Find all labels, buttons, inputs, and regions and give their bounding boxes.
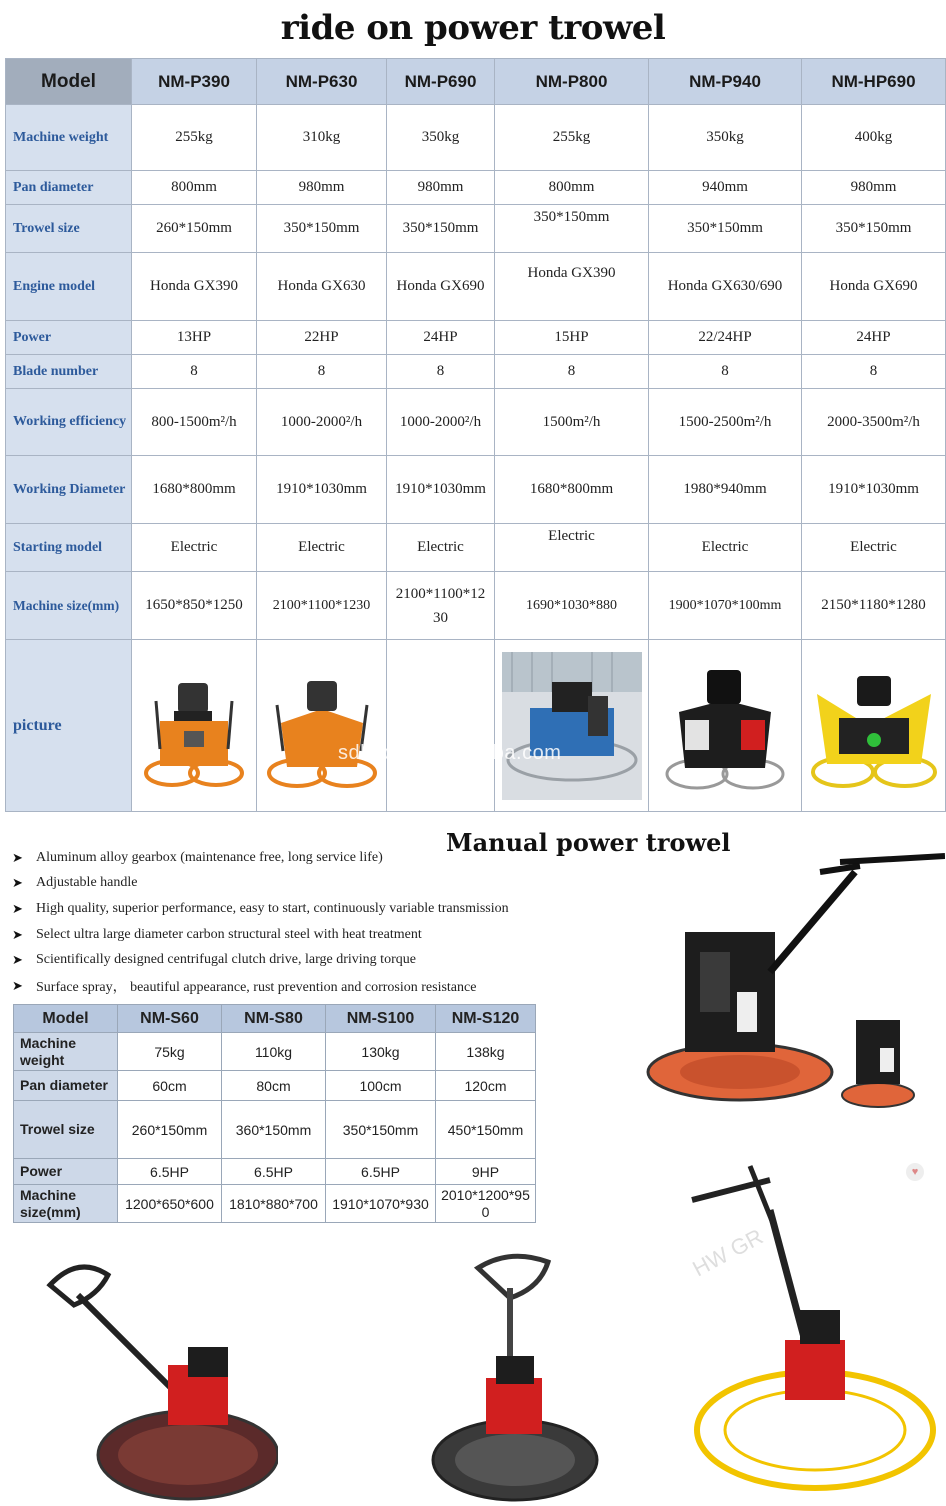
table-cell: 360*150mm — [222, 1101, 326, 1159]
table-cell: 350*150mm — [495, 205, 649, 253]
table-cell: 8 — [649, 355, 802, 389]
table-cell: Electric — [387, 524, 495, 572]
table-cell: Honda GX390 — [132, 253, 257, 321]
table-cell: 1910*1070*930 — [326, 1185, 436, 1223]
model-name: NM-P940 — [649, 59, 802, 105]
ride-on-spec-table — [5, 58, 946, 812]
table-cell: 260*150mm — [132, 205, 257, 253]
table-cell: 800-1500m²/h — [132, 389, 257, 456]
row-label: Machine size(mm) — [6, 572, 132, 640]
table-cell: 138kg — [436, 1033, 536, 1071]
arrow-bullet-icon: ➤ — [12, 849, 23, 865]
arrow-bullet-icon: ➤ — [12, 952, 23, 968]
table-cell: Honda GX630/690 — [649, 253, 802, 321]
model-name: NM-P690 — [387, 59, 495, 105]
manual-title: Manual power trowel — [446, 828, 731, 857]
table-cell: 350*150mm — [387, 205, 495, 253]
model-name: NM-S60 — [118, 1005, 222, 1033]
table-cell: Honda GX630 — [257, 253, 387, 321]
ride-on-trowel-orange-image — [267, 661, 377, 791]
table-row — [14, 1101, 536, 1159]
table-cell: 1910*1030mm — [257, 456, 387, 524]
row-label: Machine weight — [6, 105, 132, 171]
picture-cell — [495, 640, 649, 812]
table-cell: 350kg — [649, 105, 802, 171]
table-cell: 310kg — [257, 105, 387, 171]
table-cell: 22HP — [257, 321, 387, 355]
row-label: Working efficiency — [6, 389, 132, 456]
table-cell: 980mm — [257, 171, 387, 205]
ride-on-trowel-black-image — [665, 656, 785, 796]
manual-trowel-yellow-image — [690, 1160, 940, 1506]
picture-cell — [387, 640, 495, 812]
model-name: NM-P630 — [257, 59, 387, 105]
table-cell: 6.5HP — [326, 1159, 436, 1185]
table-cell: 2000-3500m²/h — [802, 389, 946, 456]
table-cell: Honda GX690 — [387, 253, 495, 321]
table-cell: 1680*800mm — [495, 456, 649, 524]
table-row — [6, 105, 946, 171]
model-header: Model — [6, 59, 132, 105]
row-label: Power — [14, 1159, 118, 1185]
table-cell: 1000-2000²/h — [387, 389, 495, 456]
picture-row — [6, 640, 946, 812]
row-label: Blade number — [6, 355, 132, 389]
table-cell: 1650*850*1250 — [132, 572, 257, 640]
arrow-bullet-icon: ➤ — [12, 926, 23, 942]
row-label: Pan diameter — [6, 171, 132, 205]
table-cell: 260*150mm — [118, 1101, 222, 1159]
table-cell: 80cm — [222, 1071, 326, 1101]
table-cell: 75kg — [118, 1033, 222, 1071]
row-label: Power — [6, 321, 132, 355]
table-cell: 8 — [257, 355, 387, 389]
table-cell: 2100*1100*1230 — [257, 572, 387, 640]
heart-icon[interactable]: ♥ — [906, 1163, 924, 1181]
header-row — [6, 59, 946, 105]
table-row — [6, 572, 946, 640]
ride-on-trowel-yellow-image — [809, 656, 939, 796]
table-cell: 1000-2000²/h — [257, 389, 387, 456]
model-name: NM-HP690 — [802, 59, 946, 105]
row-label: Working Diameter — [6, 456, 132, 524]
table-cell: 120cm — [436, 1071, 536, 1101]
watermark: sdhuote.en.alibaba.com — [338, 742, 562, 764]
table-cell: Electric — [495, 524, 649, 572]
table-cell: 60cm — [118, 1071, 222, 1101]
picture-cell — [649, 640, 802, 812]
table-cell: 1680*800mm — [132, 456, 257, 524]
table-cell: 8 — [132, 355, 257, 389]
model-name: NM-S100 — [326, 1005, 436, 1033]
table-cell: 130kg — [326, 1033, 436, 1071]
table-cell: Honda GX690 — [802, 253, 946, 321]
table-cell: 2100*1100*1230 — [387, 572, 495, 640]
arrow-bullet-icon: ➤ — [12, 875, 23, 891]
row-label: picture — [6, 640, 132, 812]
table-cell: 15HP — [495, 321, 649, 355]
table-cell: 13HP — [132, 321, 257, 355]
ride-on-trowel-blue-image — [502, 652, 642, 800]
table-cell: 940mm — [649, 171, 802, 205]
table-cell: 350*150mm — [649, 205, 802, 253]
table-cell: 980mm — [387, 171, 495, 205]
table-cell: 255kg — [132, 105, 257, 171]
table-row — [6, 456, 946, 524]
table-cell: 450*150mm — [436, 1101, 536, 1159]
table-cell: 980mm — [802, 171, 946, 205]
model-name: NM-S120 — [436, 1005, 536, 1033]
table-cell: 1900*1070*100mm — [649, 572, 802, 640]
table-cell: 400kg — [802, 105, 946, 171]
table-cell: Electric — [649, 524, 802, 572]
table-cell: 1910*1030mm — [387, 456, 495, 524]
list-item: ➤ Surface spray， beautiful appearance, rust prevention and corrosion resistance — [12, 977, 477, 995]
manual-trowel-grey-image — [430, 1248, 610, 1506]
feature-list — [12, 845, 509, 999]
list-item: ➤ Adjustable handle — [12, 875, 138, 891]
row-label: Trowel size — [6, 205, 132, 253]
table-cell: 1690*1030*880 — [495, 572, 649, 640]
row-label: Trowel size — [14, 1101, 118, 1159]
table-cell: 110kg — [222, 1033, 326, 1071]
picture-cell — [132, 640, 257, 812]
table-row — [6, 321, 946, 355]
table-cell: Electric — [132, 524, 257, 572]
table-cell: 350*150mm — [326, 1101, 436, 1159]
row-label: Starting model — [6, 524, 132, 572]
table-cell: 1500m²/h — [495, 389, 649, 456]
table-cell: 800mm — [495, 171, 649, 205]
row-label: Engine model — [6, 253, 132, 321]
list-item: ➤ Aluminum alloy gearbox (maintenance free, long service life) — [12, 849, 383, 865]
picture-cell — [802, 640, 946, 812]
picture-cell — [257, 640, 387, 812]
table-cell: 2150*1180*1280 — [802, 572, 946, 640]
table-row — [6, 171, 946, 205]
model-name: NM-P800 — [495, 59, 649, 105]
ride-on-trowel-orange-image — [144, 661, 244, 791]
table-cell: 1910*1030mm — [802, 456, 946, 524]
table-row — [14, 1159, 536, 1185]
arrow-bullet-icon: ➤ — [12, 977, 23, 993]
table-cell: 350*150mm — [257, 205, 387, 253]
table-row — [6, 389, 946, 456]
list-item: ➤ Scientifically designed centrifugal clutch drive, large driving torque — [12, 952, 416, 968]
table-cell: 255kg — [495, 105, 649, 171]
table-cell: 8 — [802, 355, 946, 389]
row-label: Machine size(mm) — [14, 1185, 118, 1223]
table-cell: 24HP — [802, 321, 946, 355]
table-cell: 2010*1200*950 — [436, 1185, 536, 1223]
row-label: Machine weight — [14, 1033, 118, 1071]
row-label: Pan diameter — [14, 1071, 118, 1101]
table-cell: 100cm — [326, 1071, 436, 1101]
table-row — [14, 1033, 536, 1071]
table-cell: 6.5HP — [222, 1159, 326, 1185]
table-row — [6, 355, 946, 389]
table-cell: 8 — [495, 355, 649, 389]
table-cell: 1980*940mm — [649, 456, 802, 524]
table-cell: 1810*880*700 — [222, 1185, 326, 1223]
manual-trowel-red-handle-image — [38, 1255, 278, 1505]
ride-on-title: ride on power trowel — [280, 8, 666, 48]
table-cell: 22/24HP — [649, 321, 802, 355]
list-item: ➤ Select ultra large diameter carbon structural steel with heat treatment — [12, 926, 422, 942]
table-cell: 6.5HP — [118, 1159, 222, 1185]
table-cell: 800mm — [132, 171, 257, 205]
table-row — [6, 524, 946, 572]
table-cell: 9HP — [436, 1159, 536, 1185]
model-name: NM-P390 — [132, 59, 257, 105]
table-cell: Electric — [257, 524, 387, 572]
list-item: ➤ High quality, superior performance, easy to start, continuously variable transmission — [12, 900, 509, 916]
table-cell: 350kg — [387, 105, 495, 171]
model-name: NM-S80 — [222, 1005, 326, 1033]
table-cell: 1500-2500m²/h — [649, 389, 802, 456]
table-cell: 8 — [387, 355, 495, 389]
table-cell: Electric — [802, 524, 946, 572]
table-row — [6, 253, 946, 321]
manual-spec-table — [13, 1004, 536, 1223]
table-cell: 350*150mm — [802, 205, 946, 253]
table-row — [14, 1185, 536, 1223]
manual-trowel-small-image — [838, 1000, 918, 1115]
header-row — [14, 1005, 536, 1033]
table-cell: Honda GX390 — [495, 253, 649, 321]
faint-watermark-hw-group: HW GR — [688, 1223, 767, 1282]
table-cell: 24HP — [387, 321, 495, 355]
model-header: Model — [14, 1005, 118, 1033]
arrow-bullet-icon: ➤ — [12, 900, 23, 916]
table-row — [6, 205, 946, 253]
table-row — [14, 1071, 536, 1101]
table-cell: 1200*650*600 — [118, 1185, 222, 1223]
